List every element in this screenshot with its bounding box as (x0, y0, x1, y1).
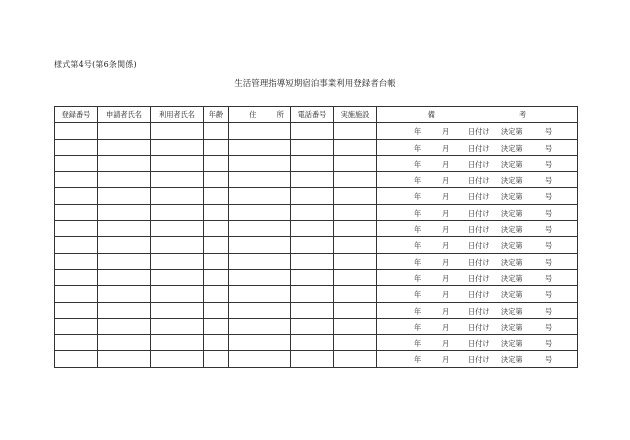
cell-user-name (151, 302, 204, 318)
cell-notes (377, 253, 578, 269)
note-month: 月 (442, 322, 450, 332)
cell-facility (334, 155, 377, 171)
note-number: 号 (545, 290, 553, 300)
note-dated: 日付け (468, 257, 490, 267)
cell-facility (334, 221, 377, 237)
note-year: 年 (414, 208, 422, 218)
cell-applicant-name (98, 286, 151, 302)
cell-applicant-name (98, 318, 151, 334)
cell-address (229, 188, 291, 204)
cell-user-name (151, 204, 204, 220)
cell-facility (334, 253, 377, 269)
cell-applicant-name (98, 155, 151, 171)
header-registration-number: 登録番号 (55, 107, 98, 123)
cell-phone-number (291, 302, 334, 318)
table-row (55, 172, 578, 188)
note-year: 年 (414, 273, 422, 283)
registry-table (54, 106, 578, 368)
cell-facility (334, 188, 377, 204)
cell-phone-number (291, 335, 334, 351)
note-year: 年 (414, 290, 422, 300)
cell-facility (334, 286, 377, 302)
cell-notes (377, 318, 578, 334)
note-dated: 日付け (468, 225, 490, 235)
table-row (55, 188, 578, 204)
table-row (55, 155, 578, 171)
document-title: 生活管理指導短期宿泊事業利用登録者台帳 (234, 79, 396, 89)
note-number: 号 (545, 127, 553, 137)
table-row (55, 139, 578, 155)
note-number: 号 (545, 306, 553, 316)
note-year: 年 (414, 339, 422, 349)
cell-registration-number (55, 221, 98, 237)
note-month: 月 (442, 143, 450, 153)
cell-registration-number (55, 204, 98, 220)
cell-applicant-name (98, 188, 151, 204)
note-year: 年 (414, 225, 422, 235)
cell-notes (377, 335, 578, 351)
note-decision: 決定第 (501, 241, 523, 251)
note-year: 年 (414, 176, 422, 186)
note-decision: 決定第 (501, 339, 523, 349)
header-applicant-name: 申請者氏名 (98, 107, 151, 123)
note-decision: 決定第 (501, 208, 523, 218)
note-number: 号 (545, 339, 553, 349)
table-row (55, 302, 578, 318)
note-decision: 決定第 (501, 322, 523, 332)
table-row (55, 123, 578, 139)
cell-notes (377, 351, 578, 367)
cell-phone-number (291, 286, 334, 302)
cell-registration-number (55, 139, 98, 155)
cell-notes (377, 286, 578, 302)
cell-notes (377, 123, 578, 139)
cell-phone-number (291, 269, 334, 285)
cell-applicant-name (98, 172, 151, 188)
cell-address (229, 318, 291, 334)
table-row (55, 237, 578, 253)
table-row (55, 286, 578, 302)
cell-applicant-name (98, 302, 151, 318)
cell-applicant-name (98, 237, 151, 253)
table-row (55, 351, 578, 367)
cell-age (204, 188, 229, 204)
note-month: 月 (442, 225, 450, 235)
cell-facility (334, 123, 377, 139)
cell-phone-number (291, 188, 334, 204)
note-dated: 日付け (468, 192, 490, 202)
cell-applicant-name (98, 221, 151, 237)
cell-registration-number (55, 253, 98, 269)
cell-age (204, 123, 229, 139)
cell-applicant-name (98, 253, 151, 269)
cell-phone-number (291, 139, 334, 155)
cell-registration-number (55, 302, 98, 318)
cell-user-name (151, 188, 204, 204)
note-year: 年 (414, 306, 422, 316)
cell-address (229, 351, 291, 367)
cell-address (229, 302, 291, 318)
cell-registration-number (55, 318, 98, 334)
note-month: 月 (442, 257, 450, 267)
note-number: 号 (545, 208, 553, 218)
cell-applicant-name (98, 204, 151, 220)
note-dated: 日付け (468, 322, 490, 332)
cell-age (204, 172, 229, 188)
note-dated: 日付け (468, 127, 490, 137)
cell-notes (377, 188, 578, 204)
cell-user-name (151, 351, 204, 367)
note-number: 号 (545, 159, 553, 169)
cell-address (229, 123, 291, 139)
note-month: 月 (442, 192, 450, 202)
cell-phone-number (291, 318, 334, 334)
note-month: 月 (442, 273, 450, 283)
note-decision: 決定第 (501, 192, 523, 202)
note-decision: 決定第 (501, 290, 523, 300)
cell-address (229, 335, 291, 351)
table-row (55, 269, 578, 285)
cell-user-name (151, 269, 204, 285)
note-month: 月 (442, 208, 450, 218)
cell-age (204, 253, 229, 269)
cell-facility (334, 172, 377, 188)
header-address (229, 107, 291, 123)
cell-address (229, 221, 291, 237)
note-month: 月 (442, 241, 450, 251)
note-decision: 決定第 (501, 176, 523, 186)
header-facility: 実施施設 (334, 107, 377, 123)
cell-address (229, 155, 291, 171)
cell-address (229, 237, 291, 253)
cell-applicant-name (98, 269, 151, 285)
table-row (55, 253, 578, 269)
note-number: 号 (545, 273, 553, 283)
cell-address (229, 172, 291, 188)
cell-phone-number (291, 253, 334, 269)
table-row (55, 204, 578, 220)
cell-phone-number (291, 221, 334, 237)
cell-registration-number (55, 123, 98, 139)
note-year: 年 (414, 355, 422, 365)
cell-applicant-name (98, 351, 151, 367)
note-dated: 日付け (468, 355, 490, 365)
cell-registration-number (55, 188, 98, 204)
header-address-first: 住 (249, 109, 257, 119)
note-dated: 日付け (468, 273, 490, 283)
cell-address (229, 204, 291, 220)
note-number: 号 (545, 257, 553, 267)
table-row (55, 221, 578, 237)
note-decision: 決定第 (501, 273, 523, 283)
note-number: 号 (545, 322, 553, 332)
note-dated: 日付け (468, 159, 490, 169)
cell-user-name (151, 286, 204, 302)
note-dated: 日付け (468, 339, 490, 349)
note-dated: 日付け (468, 208, 490, 218)
header-notes-first: 備 (427, 109, 435, 119)
cell-phone-number (291, 123, 334, 139)
cell-applicant-name (98, 123, 151, 139)
cell-notes (377, 221, 578, 237)
header-address-second: 所 (276, 109, 284, 119)
cell-address (229, 139, 291, 155)
cell-user-name (151, 318, 204, 334)
cell-age (204, 237, 229, 253)
cell-notes (377, 302, 578, 318)
header-phone-number: 電話番号 (291, 107, 334, 123)
cell-facility (334, 318, 377, 334)
cell-applicant-name (98, 335, 151, 351)
cell-age (204, 351, 229, 367)
note-year: 年 (414, 322, 422, 332)
cell-facility (334, 351, 377, 367)
cell-phone-number (291, 237, 334, 253)
cell-notes (377, 172, 578, 188)
cell-registration-number (55, 172, 98, 188)
cell-facility (334, 237, 377, 253)
cell-age (204, 155, 229, 171)
note-decision: 決定第 (501, 159, 523, 169)
cell-applicant-name (98, 139, 151, 155)
cell-user-name (151, 123, 204, 139)
cell-facility (334, 269, 377, 285)
header-notes-second: 考 (519, 109, 527, 119)
cell-facility (334, 204, 377, 220)
header-user-name: 利用者氏名 (151, 107, 204, 123)
note-decision: 決定第 (501, 225, 523, 235)
cell-notes (377, 237, 578, 253)
note-month: 月 (442, 127, 450, 137)
note-year: 年 (414, 159, 422, 169)
cell-facility (334, 302, 377, 318)
cell-user-name (151, 139, 204, 155)
cell-registration-number (55, 335, 98, 351)
note-decision: 決定第 (501, 355, 523, 365)
note-number: 号 (545, 143, 553, 153)
note-month: 月 (442, 159, 450, 169)
header-notes (377, 107, 578, 123)
cell-registration-number (55, 237, 98, 253)
note-year: 年 (414, 127, 422, 137)
note-number: 号 (545, 241, 553, 251)
cell-user-name (151, 221, 204, 237)
note-number: 号 (545, 176, 553, 186)
cell-registration-number (55, 155, 98, 171)
cell-age (204, 302, 229, 318)
cell-age (204, 221, 229, 237)
note-year: 年 (414, 143, 422, 153)
cell-age (204, 204, 229, 220)
header-age: 年齢 (204, 107, 229, 123)
cell-user-name (151, 237, 204, 253)
cell-user-name (151, 155, 204, 171)
note-number: 号 (545, 225, 553, 235)
cell-age (204, 269, 229, 285)
cell-age (204, 335, 229, 351)
note-year: 年 (414, 241, 422, 251)
cell-user-name (151, 253, 204, 269)
note-month: 月 (442, 306, 450, 316)
cell-address (229, 253, 291, 269)
note-decision: 決定第 (501, 306, 523, 316)
cell-notes (377, 204, 578, 220)
note-decision: 決定第 (501, 127, 523, 137)
note-month: 月 (442, 176, 450, 186)
cell-facility (334, 335, 377, 351)
cell-age (204, 139, 229, 155)
cell-notes (377, 139, 578, 155)
note-month: 月 (442, 355, 450, 365)
cell-age (204, 286, 229, 302)
cell-phone-number (291, 155, 334, 171)
cell-notes (377, 155, 578, 171)
note-dated: 日付け (468, 306, 490, 316)
cell-registration-number (55, 286, 98, 302)
cell-user-name (151, 172, 204, 188)
cell-facility (334, 139, 377, 155)
note-number: 号 (545, 355, 553, 365)
cell-phone-number (291, 204, 334, 220)
note-month: 月 (442, 290, 450, 300)
note-decision: 決定第 (501, 257, 523, 267)
note-decision: 決定第 (501, 143, 523, 153)
note-dated: 日付け (468, 241, 490, 251)
note-month: 月 (442, 339, 450, 349)
cell-user-name (151, 335, 204, 351)
cell-phone-number (291, 351, 334, 367)
form-label: 様式第4号(第6条関係) (54, 60, 137, 69)
note-dated: 日付け (468, 290, 490, 300)
table-row (55, 318, 578, 334)
note-year: 年 (414, 257, 422, 267)
note-number: 号 (545, 192, 553, 202)
table-row (55, 335, 578, 351)
note-dated: 日付け (468, 176, 490, 186)
note-dated: 日付け (468, 143, 490, 153)
header-row (55, 107, 578, 123)
cell-phone-number (291, 172, 334, 188)
cell-age (204, 318, 229, 334)
cell-address (229, 286, 291, 302)
note-year: 年 (414, 192, 422, 202)
cell-registration-number (55, 351, 98, 367)
cell-notes (377, 269, 578, 285)
cell-registration-number (55, 269, 98, 285)
cell-address (229, 269, 291, 285)
